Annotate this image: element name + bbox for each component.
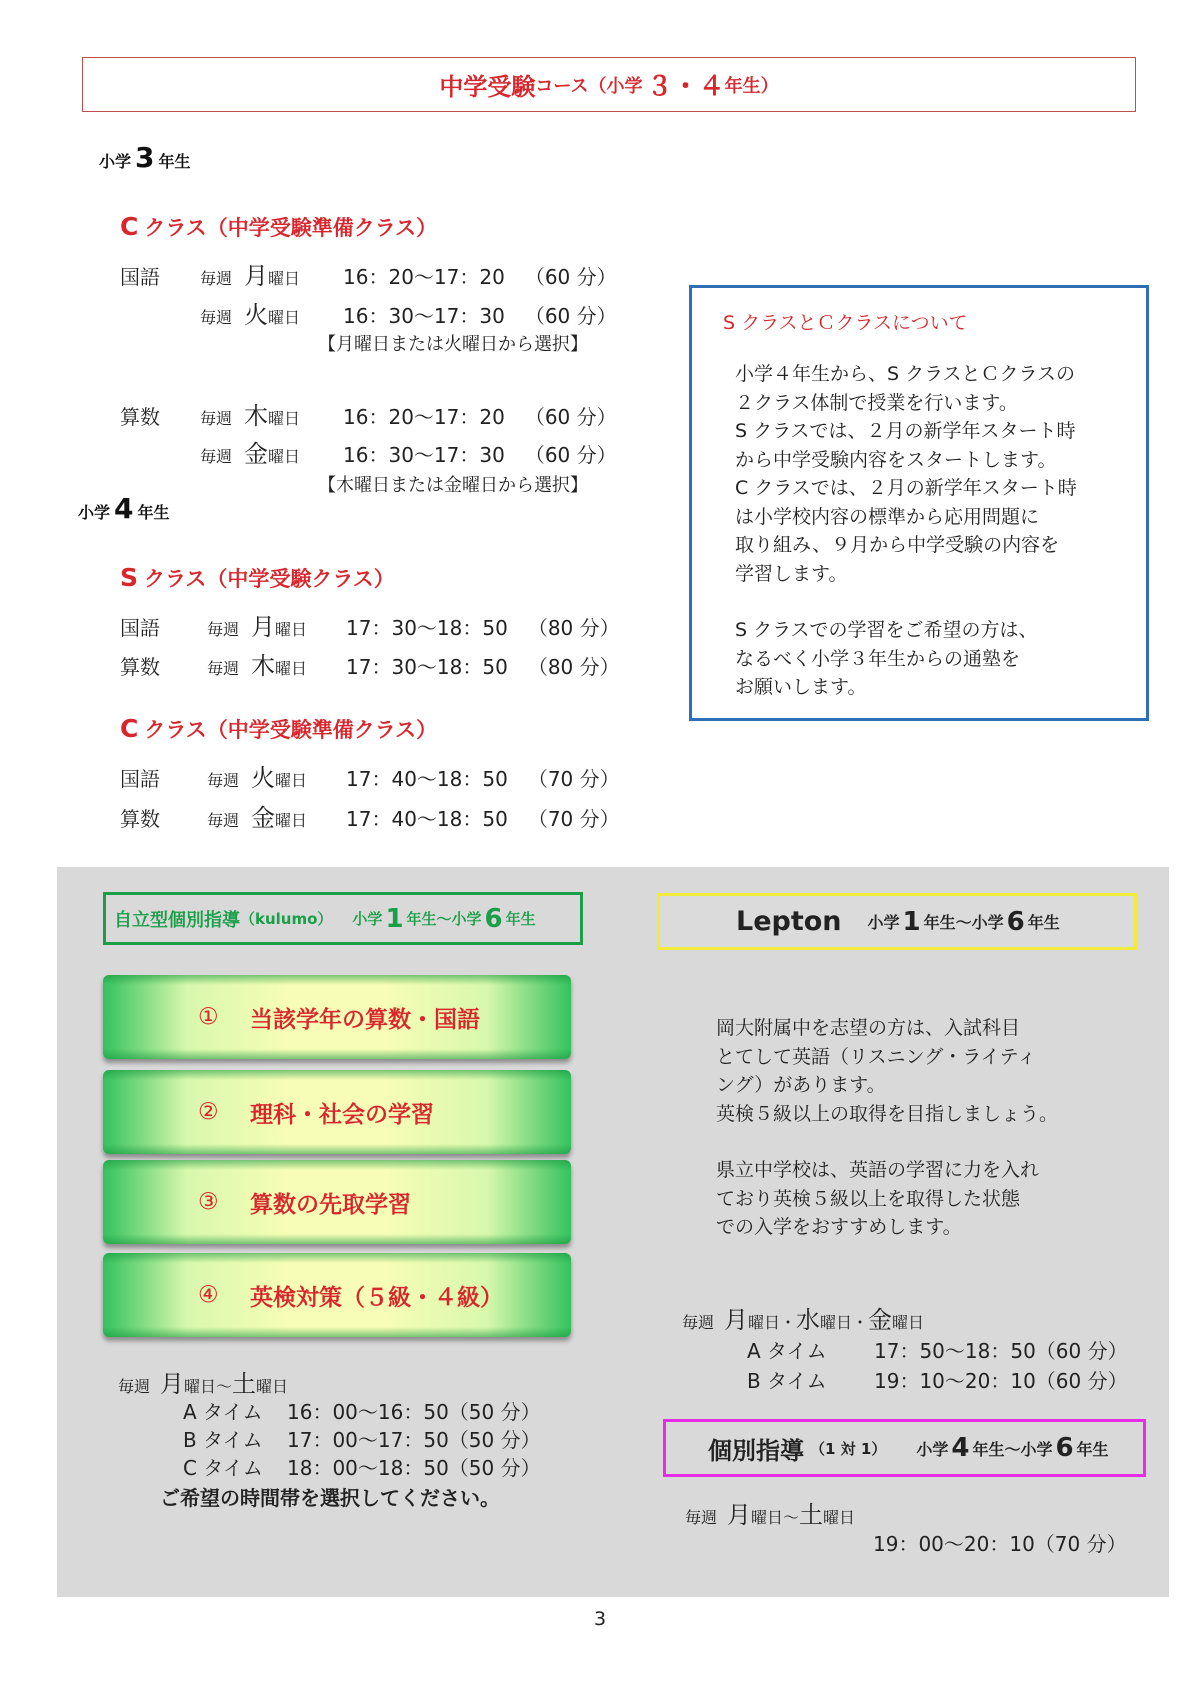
day-label: 金: [251, 804, 276, 832]
g3-c-class-title: [120, 212, 437, 242]
kobetsu-schedule-days: [685, 1495, 855, 1530]
course-title-course: コース: [535, 75, 589, 97]
youbi-label: 曜日: [275, 771, 308, 790]
kobetsu-grade-mid: 年生～小学: [972, 1439, 1053, 1459]
youbi-label: 曜日: [268, 409, 301, 428]
youbi-label: 曜日: [268, 308, 301, 327]
time-slot-row: [183, 1424, 541, 1453]
time-label: 17：40～18：50: [346, 767, 508, 791]
weekly-label: 毎週: [207, 659, 240, 678]
lepton-line: ング）があります。: [716, 1074, 886, 1096]
item-label: 理科・社会の学習: [250, 1101, 434, 1128]
duration-label: （70 分）: [527, 807, 620, 831]
time-slot-time: 17：00～17：50（50 分）: [287, 1428, 541, 1452]
grade4-heading: [78, 492, 170, 525]
time-slot-name: A タイム: [747, 1339, 827, 1363]
day-label: 火: [244, 301, 269, 329]
schedule-row: [120, 607, 620, 642]
day-label: 月: [251, 613, 276, 641]
day-label: 土: [232, 1370, 257, 1398]
selection-note: 【木曜日または金曜日から選択】: [318, 475, 588, 496]
lepton-paragraph: [716, 1156, 1039, 1242]
weekly-label: 毎週: [200, 447, 233, 466]
page-number: 3: [593, 1608, 607, 1630]
info-box-paragraph: [735, 360, 1077, 588]
lepton-line: 県立中学校は、英語の学習に力を入れ: [716, 1159, 1040, 1181]
g4-c-class-title: [120, 714, 437, 744]
item-label: 当該学年の算数・国語: [250, 1006, 480, 1033]
day-label: 木: [251, 652, 276, 680]
grade3-heading: [99, 141, 191, 174]
time-slot-time: 19：10～20：10（60 分）: [874, 1369, 1128, 1393]
youbi-label: 曜日～: [751, 1508, 800, 1527]
weekly-label: 毎週: [207, 811, 240, 830]
info-line: なるべく小学３年生からの通塾を: [735, 647, 1021, 670]
day-label: 水: [796, 1306, 821, 1334]
time-label: 16：20～17：20: [343, 405, 505, 429]
info-box-title: S クラスとＣクラスについて: [723, 312, 968, 334]
g4-c-class-letter: C: [120, 714, 139, 743]
time-slot-name: C タイム: [183, 1456, 263, 1480]
item-label: 英検対策（５級・４級）: [250, 1284, 503, 1311]
g3-c-class-letter: C: [120, 212, 139, 241]
kulumo-grade-suffix: 年生: [505, 910, 536, 928]
selection-note: 【月曜日または火曜日から選択】: [318, 334, 588, 355]
schedule-row: [120, 758, 620, 793]
time-label: 17：30～18：50: [346, 616, 508, 640]
course-title-paren-open: （小学: [588, 75, 643, 97]
duration-label: （60 分）: [524, 443, 617, 467]
lepton-grade-mid: 年生～小学: [923, 913, 1004, 932]
youbi-label: 曜日: [823, 1508, 856, 1527]
day-label: 金: [868, 1306, 893, 1334]
kobetsu-ratio: （1 対 1）: [810, 1439, 887, 1458]
course-title-box: [82, 57, 1136, 112]
lepton-schedule-days: [682, 1300, 924, 1335]
grade4-number: 4: [114, 492, 134, 525]
lepton-line: 岡大附属中を志望の方は、入試科目: [716, 1017, 1021, 1039]
time-slot-time: 17：50～18：50（60 分）: [874, 1339, 1128, 1363]
info-line: ２クラス体制で授業を行います。: [735, 391, 1018, 414]
duration-label: （60 分）: [524, 405, 617, 429]
lepton-line: ており英検５級以上を取得した状態: [716, 1187, 1021, 1210]
kobetsu-grade-end: 6: [1055, 1433, 1074, 1463]
g4-s-class-label: クラス（中学受験クラス）: [144, 567, 395, 591]
day-label: 月: [724, 1306, 749, 1334]
schedule-row: [120, 256, 617, 291]
duration-label: （60 分）: [524, 304, 617, 328]
subject-label: 国語: [120, 767, 160, 791]
weekly-label: 毎週: [200, 409, 233, 428]
time-label: 16：30～17：30: [343, 443, 505, 467]
time-slot-row: [747, 1365, 1128, 1394]
info-box-paragraph: [735, 616, 1038, 702]
schedule-row: [120, 434, 617, 469]
day-label: 月: [727, 1501, 752, 1529]
kobetsu-grade-start: 4: [951, 1433, 970, 1463]
grade4-prefix: 小学: [78, 503, 111, 522]
g4-c-class-label: クラス（中学受験準備クラス）: [144, 718, 438, 742]
item-label: 算数の先取学習: [250, 1191, 411, 1218]
item-number: ③: [198, 1189, 219, 1215]
weekly-label: 毎週: [118, 1377, 151, 1396]
lepton-name: Lepton: [736, 906, 842, 937]
schedule-row: [120, 646, 620, 681]
time-slot-row: [183, 1452, 541, 1481]
info-line: 小学４年生から、S クラスとＣクラスの: [735, 363, 1075, 385]
youbi-label: 曜日・: [820, 1313, 869, 1332]
time-slot-time: 16：00～16：50（50 分）: [287, 1400, 541, 1424]
info-line: は小学校内容の標準から応用問題に: [735, 505, 1040, 528]
day-label: 金: [244, 440, 269, 468]
weekly-label: 毎週: [200, 308, 233, 327]
kobetsu-title-box: [663, 1419, 1146, 1477]
lepton-paragraph: [716, 1014, 1058, 1128]
kulumo-item-2: [103, 1070, 571, 1154]
youbi-label: 曜日・: [748, 1313, 797, 1332]
info-line: C クラスでは、２月の新学年スタート時: [735, 477, 1077, 499]
time-slot-row: [747, 1335, 1128, 1364]
weekly-label: 毎週: [207, 620, 240, 639]
duration-label: （70 分）: [527, 767, 620, 791]
kobetsu-time: 19：00～20：10（70 分）: [873, 1532, 1127, 1556]
item-number: ①: [198, 1004, 219, 1030]
day-label: 木: [244, 402, 269, 430]
weekly-label: 毎週: [207, 771, 240, 790]
time-label: 16：20～17：20: [343, 265, 505, 289]
time-label: 17：40～18：50: [346, 807, 508, 831]
kulumo-title-box: [103, 892, 583, 945]
item-number: ②: [198, 1099, 219, 1125]
day-label: 火: [251, 764, 276, 792]
time-slot-name: A タイム: [183, 1400, 263, 1424]
kobetsu-name: 個別指導: [708, 1436, 804, 1465]
lepton-grade-start: 1: [902, 906, 921, 937]
kulumo-grade-prefix: 小学: [352, 910, 383, 928]
grade3-number: 3: [135, 141, 155, 174]
lepton-title-box: [657, 893, 1137, 950]
youbi-label: 曜日: [268, 269, 301, 288]
item-number: ④: [198, 1282, 219, 1308]
lepton-grade-prefix: 小学: [867, 913, 900, 932]
subject-label: 算数: [120, 807, 160, 831]
info-line: から中学受験内容をスタートします。: [735, 448, 1057, 471]
course-title-grade-4: ４: [698, 72, 725, 102]
kulumo-schedule-days: [118, 1364, 288, 1399]
day-label: 土: [799, 1501, 824, 1529]
course-title-grade-3: ３: [646, 72, 673, 102]
grade4-suffix: 年生: [137, 503, 170, 522]
s-c-class-info-box: [689, 285, 1149, 721]
subject-label: 国語: [120, 265, 160, 289]
youbi-label: 曜日: [256, 1377, 289, 1396]
g4-s-class-letter: S: [120, 563, 139, 592]
duration-label: （80 分）: [527, 655, 620, 679]
lepton-grade-suffix: 年生: [1027, 913, 1060, 932]
g4-s-class-title: [120, 563, 395, 593]
info-line: お願いします。: [735, 676, 867, 698]
time-slot-time: 18：00～18：50（50 分）: [287, 1456, 541, 1480]
time-slot-name: B タイム: [747, 1369, 827, 1393]
info-line: S クラスでの学習をご希望の方は、: [735, 619, 1038, 641]
kulumo-title: 自立型個別指導: [114, 909, 240, 931]
youbi-label: 曜日: [892, 1313, 925, 1332]
info-line: S クラスでは、２月の新学年スタート時: [735, 420, 1076, 442]
kulumo-grade-start: 1: [385, 903, 404, 934]
lepton-grade-end: 6: [1006, 906, 1025, 937]
youbi-label: 曜日: [275, 659, 308, 678]
day-label: 月: [244, 262, 269, 290]
course-title-paren-close: 年生）: [724, 75, 779, 97]
kobetsu-grade-suffix: 年生: [1076, 1439, 1109, 1459]
weekly-label: 毎週: [200, 269, 233, 288]
info-line: 取り組み、９月から中学受験の内容を: [735, 534, 1060, 556]
subject-label: 国語: [120, 616, 160, 640]
kobetsu-grade-prefix: 小学: [916, 1439, 949, 1459]
duration-label: （80 分）: [527, 616, 620, 640]
kulumo-item-4: [103, 1253, 571, 1337]
grade3-prefix: 小学: [99, 152, 132, 171]
weekly-label: 毎週: [682, 1313, 715, 1332]
kulumo-item-3: [103, 1160, 571, 1244]
youbi-label: 曜日～: [184, 1377, 233, 1396]
time-label: 17：30～18：50: [346, 655, 508, 679]
time-slot-row: [183, 1396, 541, 1425]
subject-label: 算数: [120, 655, 160, 679]
g3-c-class-label: クラス（中学受験準備クラス）: [144, 216, 438, 240]
time-label: 16：30～17：30: [343, 304, 505, 328]
youbi-label: 曜日: [275, 620, 308, 639]
course-title-main: 中学受験: [439, 73, 536, 101]
youbi-label: 曜日: [275, 811, 308, 830]
grade3-suffix: 年生: [158, 152, 191, 171]
schedule-row: [120, 798, 620, 833]
info-line: 学習します。: [735, 562, 848, 585]
lepton-line: での入学をおすすめします。: [716, 1216, 962, 1238]
lepton-line: 英検５級以上の取得を目指しましょう。: [716, 1102, 1059, 1125]
time-slot-name: B タイム: [183, 1428, 263, 1452]
kulumo-sub: （kulumo）: [240, 910, 333, 928]
youbi-label: 曜日: [268, 447, 301, 466]
kulumo-item-1: [103, 975, 571, 1059]
weekly-label: 毎週: [685, 1508, 718, 1527]
duration-label: （60 分）: [524, 265, 617, 289]
schedule-row: [120, 295, 617, 330]
lepton-line: とてして英語（リスニング・ライティ: [716, 1045, 1037, 1068]
kulumo-note: ご希望の時間帯を選択してください。: [160, 1486, 500, 1510]
kulumo-grade-mid: 年生～小学: [406, 910, 482, 928]
subject-label: 算数: [120, 405, 160, 429]
day-label: 月: [160, 1370, 185, 1398]
course-title-dot: ・: [672, 72, 699, 102]
schedule-row: [120, 396, 617, 431]
kulumo-grade-end: 6: [484, 903, 503, 934]
